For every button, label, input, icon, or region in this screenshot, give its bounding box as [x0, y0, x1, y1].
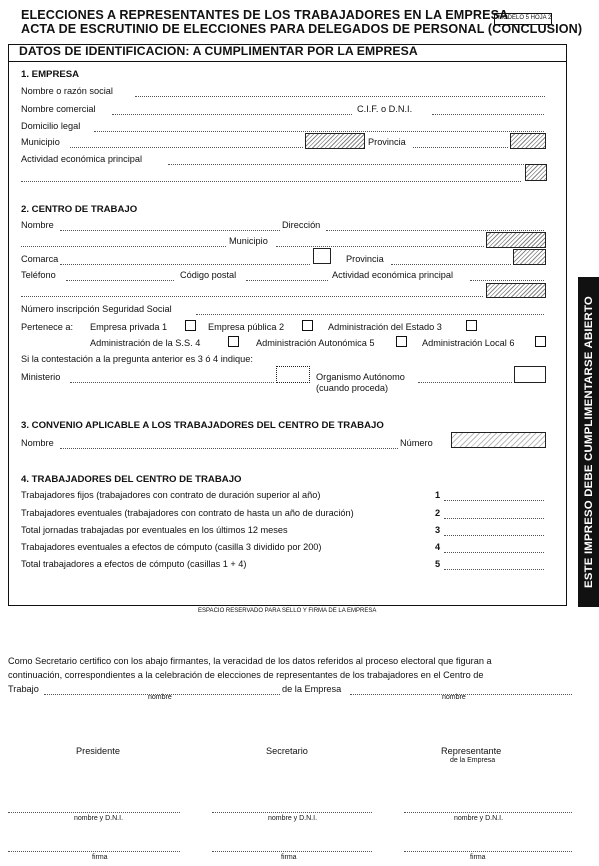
cif-label: C.I.F. o D.N.I.	[357, 104, 413, 114]
workers-row-num: 1	[435, 490, 441, 500]
telefono-field[interactable]	[66, 280, 174, 281]
convenio-nombre-field[interactable]	[60, 448, 398, 449]
inscripcion-label: Número inscripción Seguridad Social	[21, 304, 172, 314]
organismo-label: Organismo Autónomo	[316, 372, 405, 382]
ministerio-label: Ministerio	[21, 372, 61, 382]
inscripcion-field[interactable]	[196, 314, 544, 315]
direccion-field-2[interactable]	[21, 246, 226, 247]
certify-nombre-caption-2: nombre	[442, 694, 466, 701]
stamp-note: ESPACIO RESERVADO PARA SELLO Y FIRMA DE LA EMPRESA	[198, 608, 377, 614]
comarca-field[interactable]	[60, 264, 310, 265]
secretario-firma-caption: firma	[281, 854, 297, 861]
razon-social-field[interactable]	[135, 96, 545, 97]
actividad-field[interactable]	[168, 164, 544, 165]
representante-firma-caption: firma	[470, 854, 486, 861]
actividad-code-box[interactable]	[525, 164, 547, 181]
workers-row-label: Trabajadores eventuales a efectos de cómputo (casilla 3 dividido por 200)	[21, 542, 322, 552]
municipio-code-box[interactable]	[305, 133, 365, 149]
sidebar-banner	[578, 277, 599, 607]
section-4-title: 4. TRABAJADORES DEL CENTRO DE TRABAJO	[21, 474, 242, 485]
presidente-name-caption: nombre y D.N.I.	[74, 815, 124, 822]
heading-divider	[8, 61, 567, 62]
section-heading: DATOS DE IDENTIFICACION: A CUMPLIMENTAR POR LA EMPRESA	[19, 44, 418, 58]
provincia-label: Provincia	[368, 137, 406, 147]
opt-admin-estado-checkbox[interactable]	[466, 320, 477, 331]
convenio-numero-box[interactable]	[451, 432, 546, 448]
centro-actividad-code-box[interactable]	[486, 283, 546, 298]
representante-label: Representante	[441, 746, 502, 756]
centro-municipio-field[interactable]	[276, 246, 484, 247]
ministerio-field[interactable]	[70, 382, 274, 383]
representante-name-field[interactable]	[404, 812, 572, 813]
pertenece-label: Pertenece a:	[21, 322, 74, 332]
presidente-signature-field[interactable]	[8, 851, 180, 852]
opt-empresa-privada-label: Empresa privada 1	[90, 322, 168, 332]
convenio-nombre-label: Nombre	[21, 438, 54, 448]
provincia-field[interactable]	[413, 147, 508, 148]
provincia-code-box[interactable]	[510, 133, 546, 149]
codigo-postal-label: Código postal	[180, 270, 237, 280]
secretario-signature-field[interactable]	[212, 851, 372, 852]
presidente-firma-caption: firma	[92, 854, 108, 861]
workers-row-label: Trabajadores eventuales (trabajadores con contrato de hasta un año de duración)	[21, 508, 354, 518]
centro-nombre-field[interactable]	[60, 230, 280, 231]
convenio-numero-label: Número	[400, 438, 433, 448]
workers-row-label: Total trabajadores a efectos de cómputo (casillas 1 + 4)	[21, 559, 247, 569]
direccion-label: Dirección	[282, 220, 321, 230]
form-subtitle: ACTA DE ESCRUTINIO DE ELECCIONES PARA DELEGADOS DE PERSONAL (CONCLUSION)	[21, 22, 583, 36]
opt-empresa-publica-checkbox[interactable]	[302, 320, 313, 331]
representante-sub: de la Empresa	[450, 757, 496, 764]
centro-municipio-label: Municipio	[229, 236, 268, 246]
contestacion-label: Si la contestación a la pregunta anterior es 3 ó 4 indique:	[21, 354, 253, 364]
centro-actividad-field-2[interactable]	[21, 296, 483, 297]
comarca-code-box[interactable]	[313, 248, 331, 264]
workers-row-num: 5	[435, 559, 441, 569]
opt-admin-ss-checkbox[interactable]	[228, 336, 239, 347]
workers-row-label: Total jornadas trabajadas por eventuales en los últimos 12 meses	[21, 525, 288, 535]
opt-admin-local-checkbox[interactable]	[535, 336, 546, 347]
workers-row-field[interactable]	[444, 552, 544, 553]
secretario-label: Secretario	[266, 746, 308, 756]
domicilio-field[interactable]	[94, 131, 544, 132]
opt-admin-autonomica-checkbox[interactable]	[396, 336, 407, 347]
workers-row-field[interactable]	[444, 500, 544, 501]
telefono-label: Teléfono	[21, 270, 56, 280]
centro-actividad-field[interactable]	[470, 280, 544, 281]
razon-social-label: Nombre o razón social	[21, 86, 113, 96]
organismo-note: (cuando proceda)	[316, 383, 389, 393]
municipio-label: Municipio	[21, 137, 60, 147]
model-label: MODELO 5 HOJA 2	[498, 15, 552, 21]
organismo-code-box[interactable]	[514, 366, 546, 383]
certify-empresa-label: de la Empresa	[282, 684, 342, 694]
centro-municipio-code-box[interactable]	[486, 232, 546, 248]
actividad-field-2[interactable]	[21, 181, 521, 182]
organismo-field[interactable]	[418, 382, 512, 383]
workers-row-field[interactable]	[444, 569, 544, 570]
secretario-name-field[interactable]	[212, 812, 372, 813]
workers-row-label: Trabajadores fijos (trabajadores con contrato de duración superior al año)	[21, 490, 321, 500]
opt-admin-ss-label: Administración de la S.S. 4	[90, 338, 201, 348]
centro-provincia-code-box[interactable]	[513, 249, 546, 265]
workers-row-num: 3	[435, 525, 441, 535]
workers-row-field[interactable]	[444, 518, 544, 519]
certify-nombre-caption-1: nombre	[148, 694, 172, 701]
section-1-title: 1. EMPRESA	[21, 69, 80, 80]
centro-provincia-field[interactable]	[391, 264, 511, 265]
centro-nombre-label: Nombre	[21, 220, 54, 230]
comarca-label: Comarca	[21, 254, 59, 264]
ministerio-code-box[interactable]	[276, 366, 310, 383]
section-3-title: 3. CONVENIO APLICABLE A LOS TRABAJADORES DEL CENTRO DE TRABAJO	[21, 420, 384, 431]
codigo-postal-field[interactable]	[246, 280, 328, 281]
opt-empresa-publica-label: Empresa pública 2	[208, 322, 285, 332]
municipio-field[interactable]	[70, 147, 303, 148]
centro-provincia-label: Provincia	[346, 254, 384, 264]
sidebar-text: ESTE IMPRESO DEBE CUMPLIMENTARSE ABIERTO	[582, 296, 595, 588]
nombre-comercial-label: Nombre comercial	[21, 104, 96, 114]
certify-line-2: continuación, correspondientes a la celebración de elecciones de representantes de los trabajadores en el Centro de	[8, 670, 484, 680]
opt-admin-estado-label: Administración del Estado 3	[328, 322, 442, 332]
certify-trabajo-label: Trabajo	[8, 684, 39, 694]
certify-line-1: Como Secretario certifico con los abajo firmantes, la veracidad de los datos referidos al proceso electoral que figuran a	[8, 656, 492, 666]
representante-signature-field[interactable]	[404, 851, 572, 852]
actividad-label: Actividad económica principal	[21, 154, 143, 164]
direccion-field[interactable]	[326, 230, 544, 231]
presidente-label: Presidente	[76, 746, 120, 756]
opt-admin-local-label: Administración Local 6	[422, 338, 515, 348]
cif-field[interactable]	[432, 114, 544, 115]
representante-name-caption: nombre y D.N.I.	[454, 815, 504, 822]
domicilio-label: Domicilio legal	[21, 121, 81, 131]
secretario-name-caption: nombre y D.N.I.	[268, 815, 318, 822]
section-2-title: 2. CENTRO DE TRABAJO	[21, 204, 138, 215]
workers-row-num: 2	[435, 508, 441, 518]
presidente-name-field[interactable]	[8, 812, 180, 813]
form-title: ELECCIONES A REPRESENTANTES DE LOS TRABAJADORES EN LA EMPRESA	[21, 8, 509, 22]
opt-admin-autonomica-label: Administración Autonómica 5	[256, 338, 375, 348]
opt-empresa-privada-checkbox[interactable]	[185, 320, 196, 331]
centro-actividad-label: Actividad económica principal	[332, 270, 454, 280]
workers-row-num: 4	[435, 542, 441, 552]
nombre-comercial-field[interactable]	[112, 114, 352, 115]
workers-row-field[interactable]	[444, 535, 544, 536]
